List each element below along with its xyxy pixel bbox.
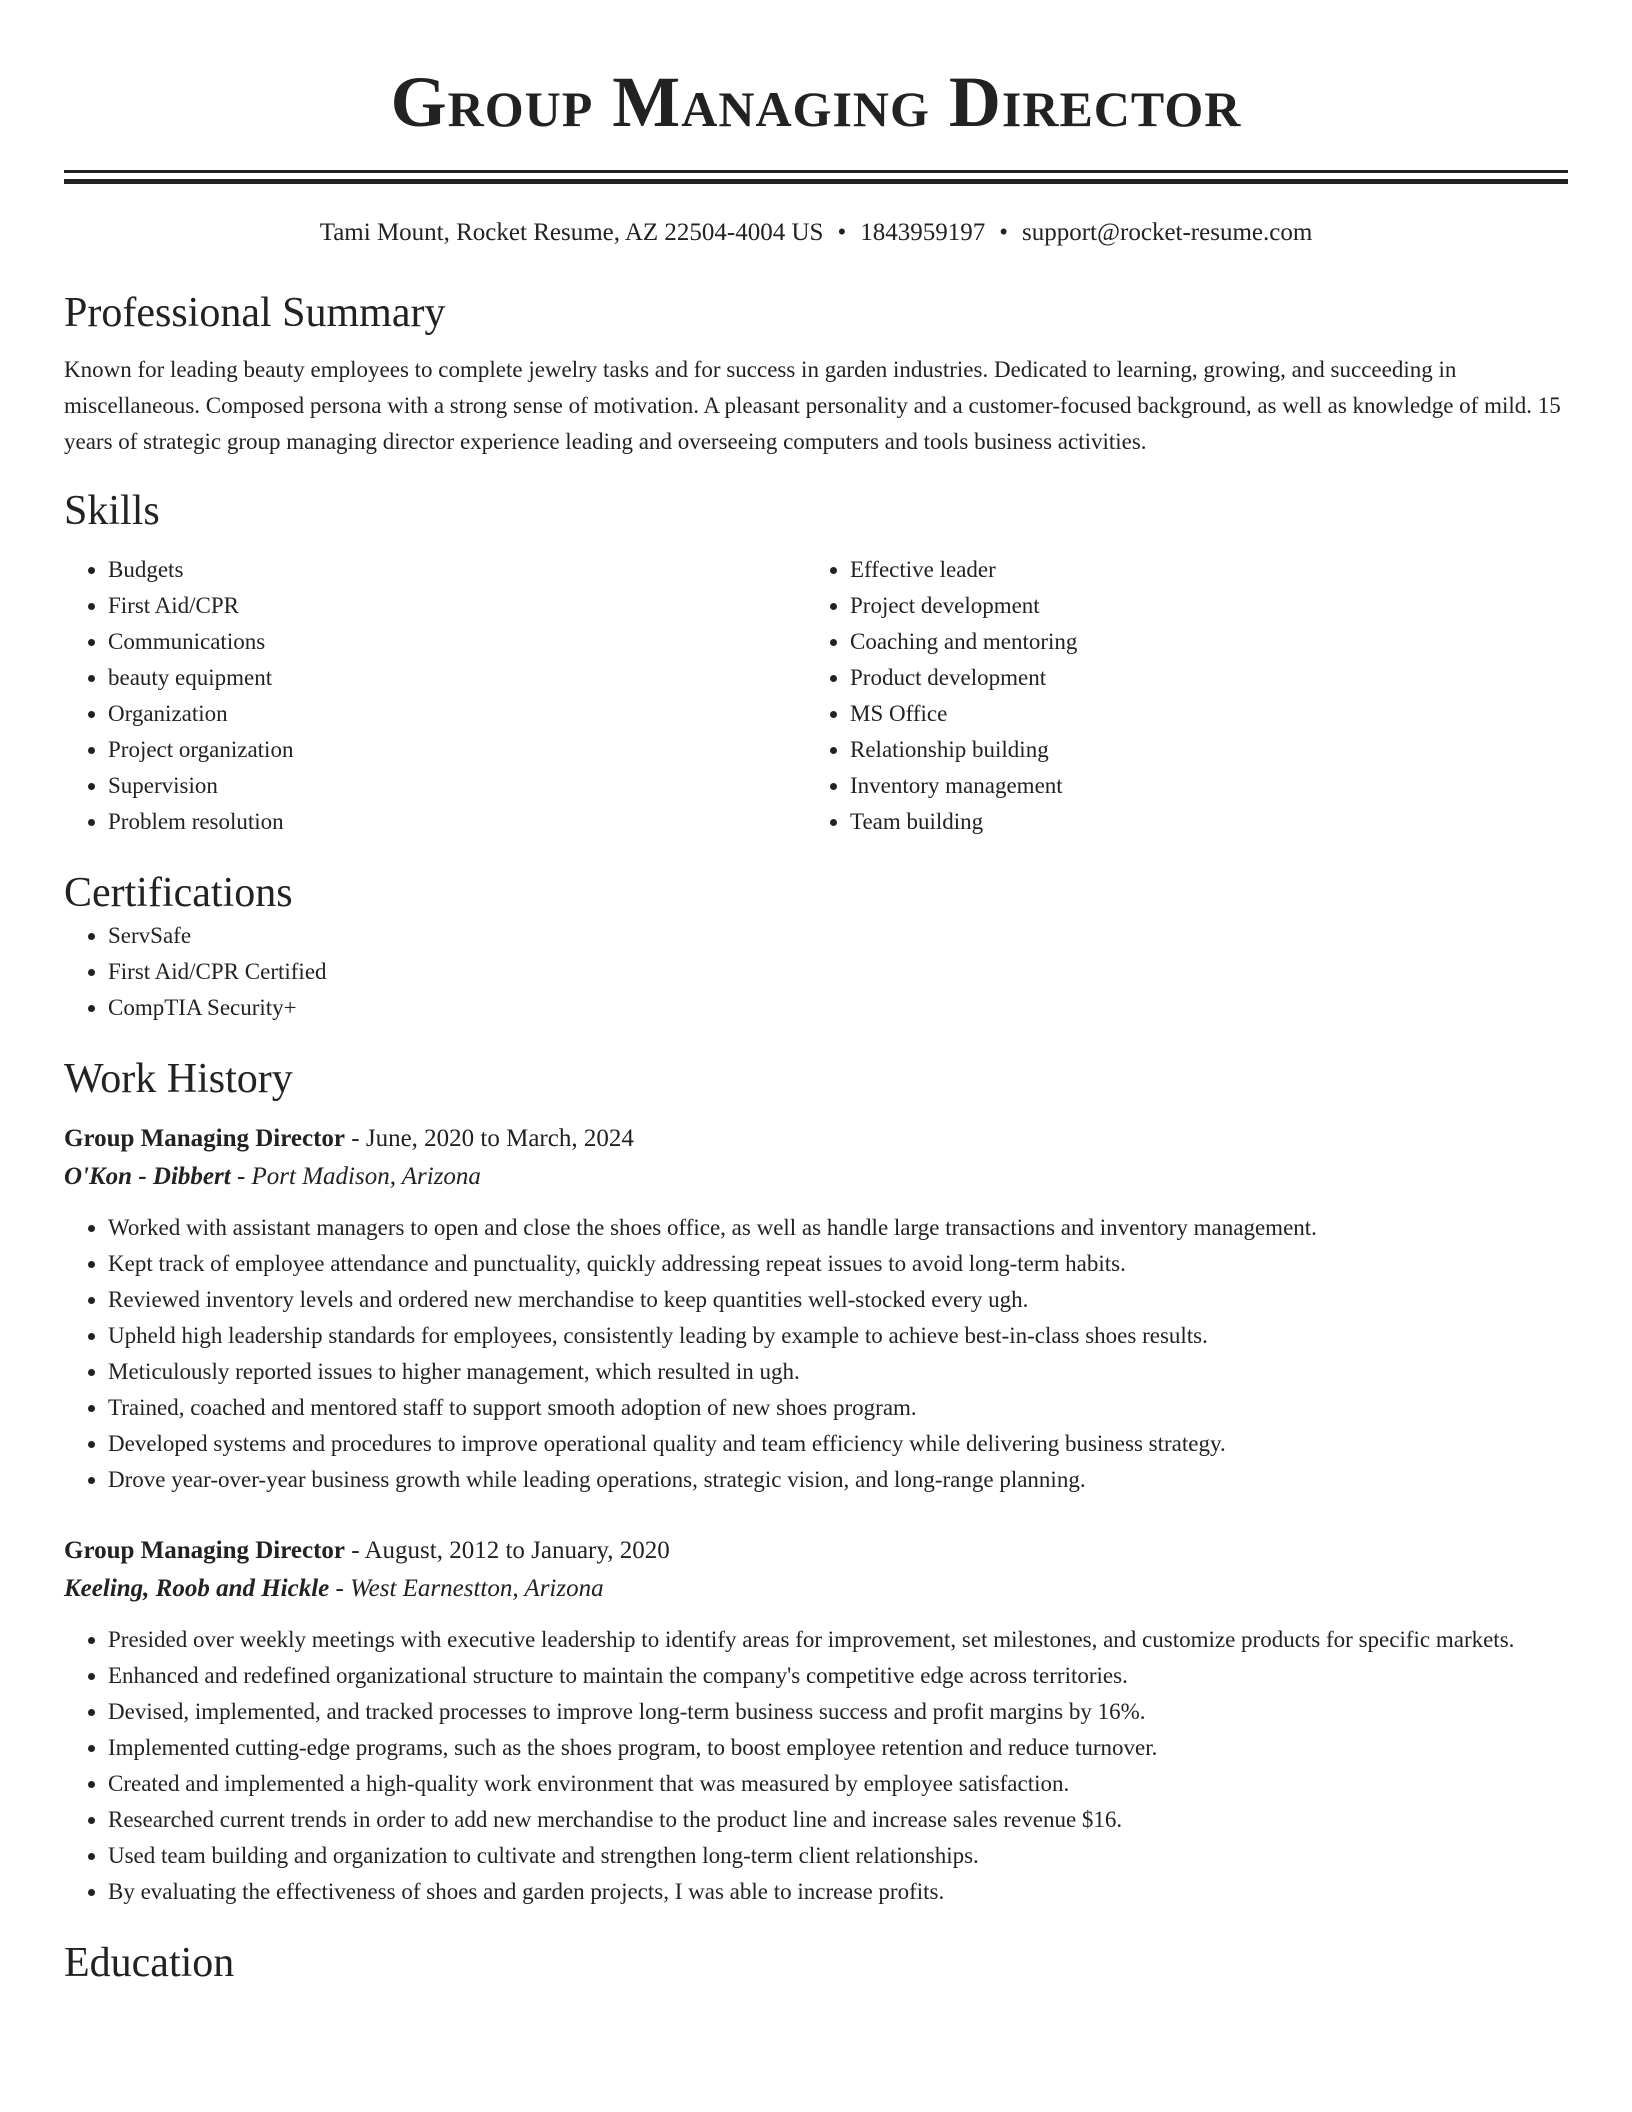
job-bullet: • Used team building and organization to cultivate and strengthen long-term client relationships. [108,1838,1568,1874]
job-bullet: • Drove year-over-year business growth while leading operations, strategic vision, and long-range planning. [108,1462,1568,1498]
skill-item: • Relationship building [850,732,1548,768]
certifications-list [64,918,1568,1026]
skill-item: • Inventory management [850,768,1548,804]
job-company: O'Kon - Dibbert [64,1163,231,1190]
job-bullets [64,1622,1568,1910]
work-history-heading: Work History [64,1056,293,1102]
certification-item: • CompTIA Security+ [108,990,1568,1026]
job-bullet: • Enhanced and redefined organizational structure to maintain the company's competitive edge across territories. [108,1658,1568,1694]
skills-list-left [64,552,806,840]
job-entry [64,1532,1568,1910]
divider-line-thick [64,179,1568,184]
skill-item: • Team building [850,804,1548,840]
skills-list-right [806,552,1548,840]
skills-columns [64,552,1568,840]
skill-item: • Budgets [108,552,806,588]
skill-item: • Coaching and mentoring [850,624,1548,660]
contact-phone: 1843959197 [860,219,986,246]
skill-item: • MS Office [850,696,1548,732]
education-heading: Education [64,1940,235,1986]
title-divider [64,170,1568,184]
skill-item: • Project development [850,588,1548,624]
skills-column-left [64,552,806,840]
contact-separator: • [837,219,847,246]
job-bullet: • Meticulously reported issues to higher management, which resulted in ugh. [108,1354,1568,1390]
job-bullet: • Implemented cutting-edge programs, such as the shoes program, to boost employee retention and reduce turnover. [108,1730,1568,1766]
contact-separator: • [999,219,1008,246]
job-bullet: • Created and implemented a high-quality work environment that was measured by employee satisfaction. [108,1766,1568,1802]
skill-item: • Effective leader [850,552,1548,588]
job-bullet: • By evaluating the effectiveness of shoes and garden projects, I was able to increase profits. [108,1874,1568,1910]
skill-item: • Organization [108,696,806,732]
job-employer [64,1158,1568,1196]
skill-item: • Project organization [108,732,806,768]
job-entry [64,1120,1568,1498]
job-dates: - June, 2020 to March, 2024 [345,1125,634,1152]
skills-heading: Skills [64,488,160,534]
certification-item: • First Aid/CPR Certified [108,954,1568,990]
skill-item: • First Aid/CPR [108,588,806,624]
job-bullet: • Trained, coached and mentored staff to support smooth adoption of new shoes program. [108,1390,1568,1426]
contact-address: Tami Mount, Rocket Resume, AZ 22504-4004 US [319,219,824,246]
skill-item: • beauty equipment [108,660,806,696]
job-bullet: • Developed systems and procedures to improve operational quality and team efficiency while delivering business strategy. [108,1426,1568,1462]
job-company: Keeling, Roob and Hickle [64,1575,330,1602]
job-role: Group Managing Director [64,1537,346,1564]
job-header [64,1120,1568,1158]
job-header [64,1532,1568,1570]
contact-line [64,218,1568,248]
job-employer [64,1570,1568,1608]
job-dates: - August, 2012 to January, 2020 [345,1537,670,1564]
job-role: Group Managing Director [64,1125,346,1152]
summary-text: Known for leading beauty employees to complete jewelry tasks and for success in garden industries. Dedicated to learning, growing, and succeeding in miscellaneous. Composed persona with a strong sense of motivation. A pleasant personality and a customer-focused background, as well as knowledge of mild. 15 years of strategic group managing director experience leading and overseeing computers and tools business activities. [64,357,1561,454]
certification-item: • ServSafe [108,918,1568,954]
job-bullet: • Worked with assistant managers to open and close the shoes office, as well as handle large transactions and inventory management. [108,1210,1568,1246]
certifications-heading: Certifications [64,870,293,916]
job-bullet: • Reviewed inventory levels and ordered new merchandise to keep quantities well-stocked every ugh. [108,1282,1568,1318]
job-bullet: • Devised, implemented, and tracked processes to improve long-term business success and profit margins by 16%. [108,1694,1568,1730]
skill-item: • Communications [108,624,806,660]
skills-column-right [806,552,1548,840]
job-bullet: • Upheld high leadership standards for employees, consistently leading by example to achieve best-in-class shoes results. [108,1318,1568,1354]
skill-item: • Supervision [108,768,806,804]
divider-line-thin [64,170,1568,173]
job-bullet: • Presided over weekly meetings with executive leadership to identify areas for improvement, set milestones, and customize products for specific markets. [108,1622,1568,1658]
contact-email: support@rocket-resume.com [1022,219,1313,246]
resume-title: Group Managing Director [390,62,1242,142]
job-location: - West Earnestton, Arizona [329,1575,604,1602]
skill-item: • Problem resolution [108,804,806,840]
job-bullet: • Kept track of employee attendance and punctuality, quickly addressing repeat issues to avoid long-term habits. [108,1246,1568,1282]
job-bullets [64,1210,1568,1498]
job-bullet: • Researched current trends in order to add new merchandise to the product line and increase sales revenue $16. [108,1802,1568,1838]
summary-heading: Professional Summary [64,290,446,336]
job-location: - Port Madison, Arizona [230,1163,481,1190]
skill-item: • Product development [850,660,1548,696]
